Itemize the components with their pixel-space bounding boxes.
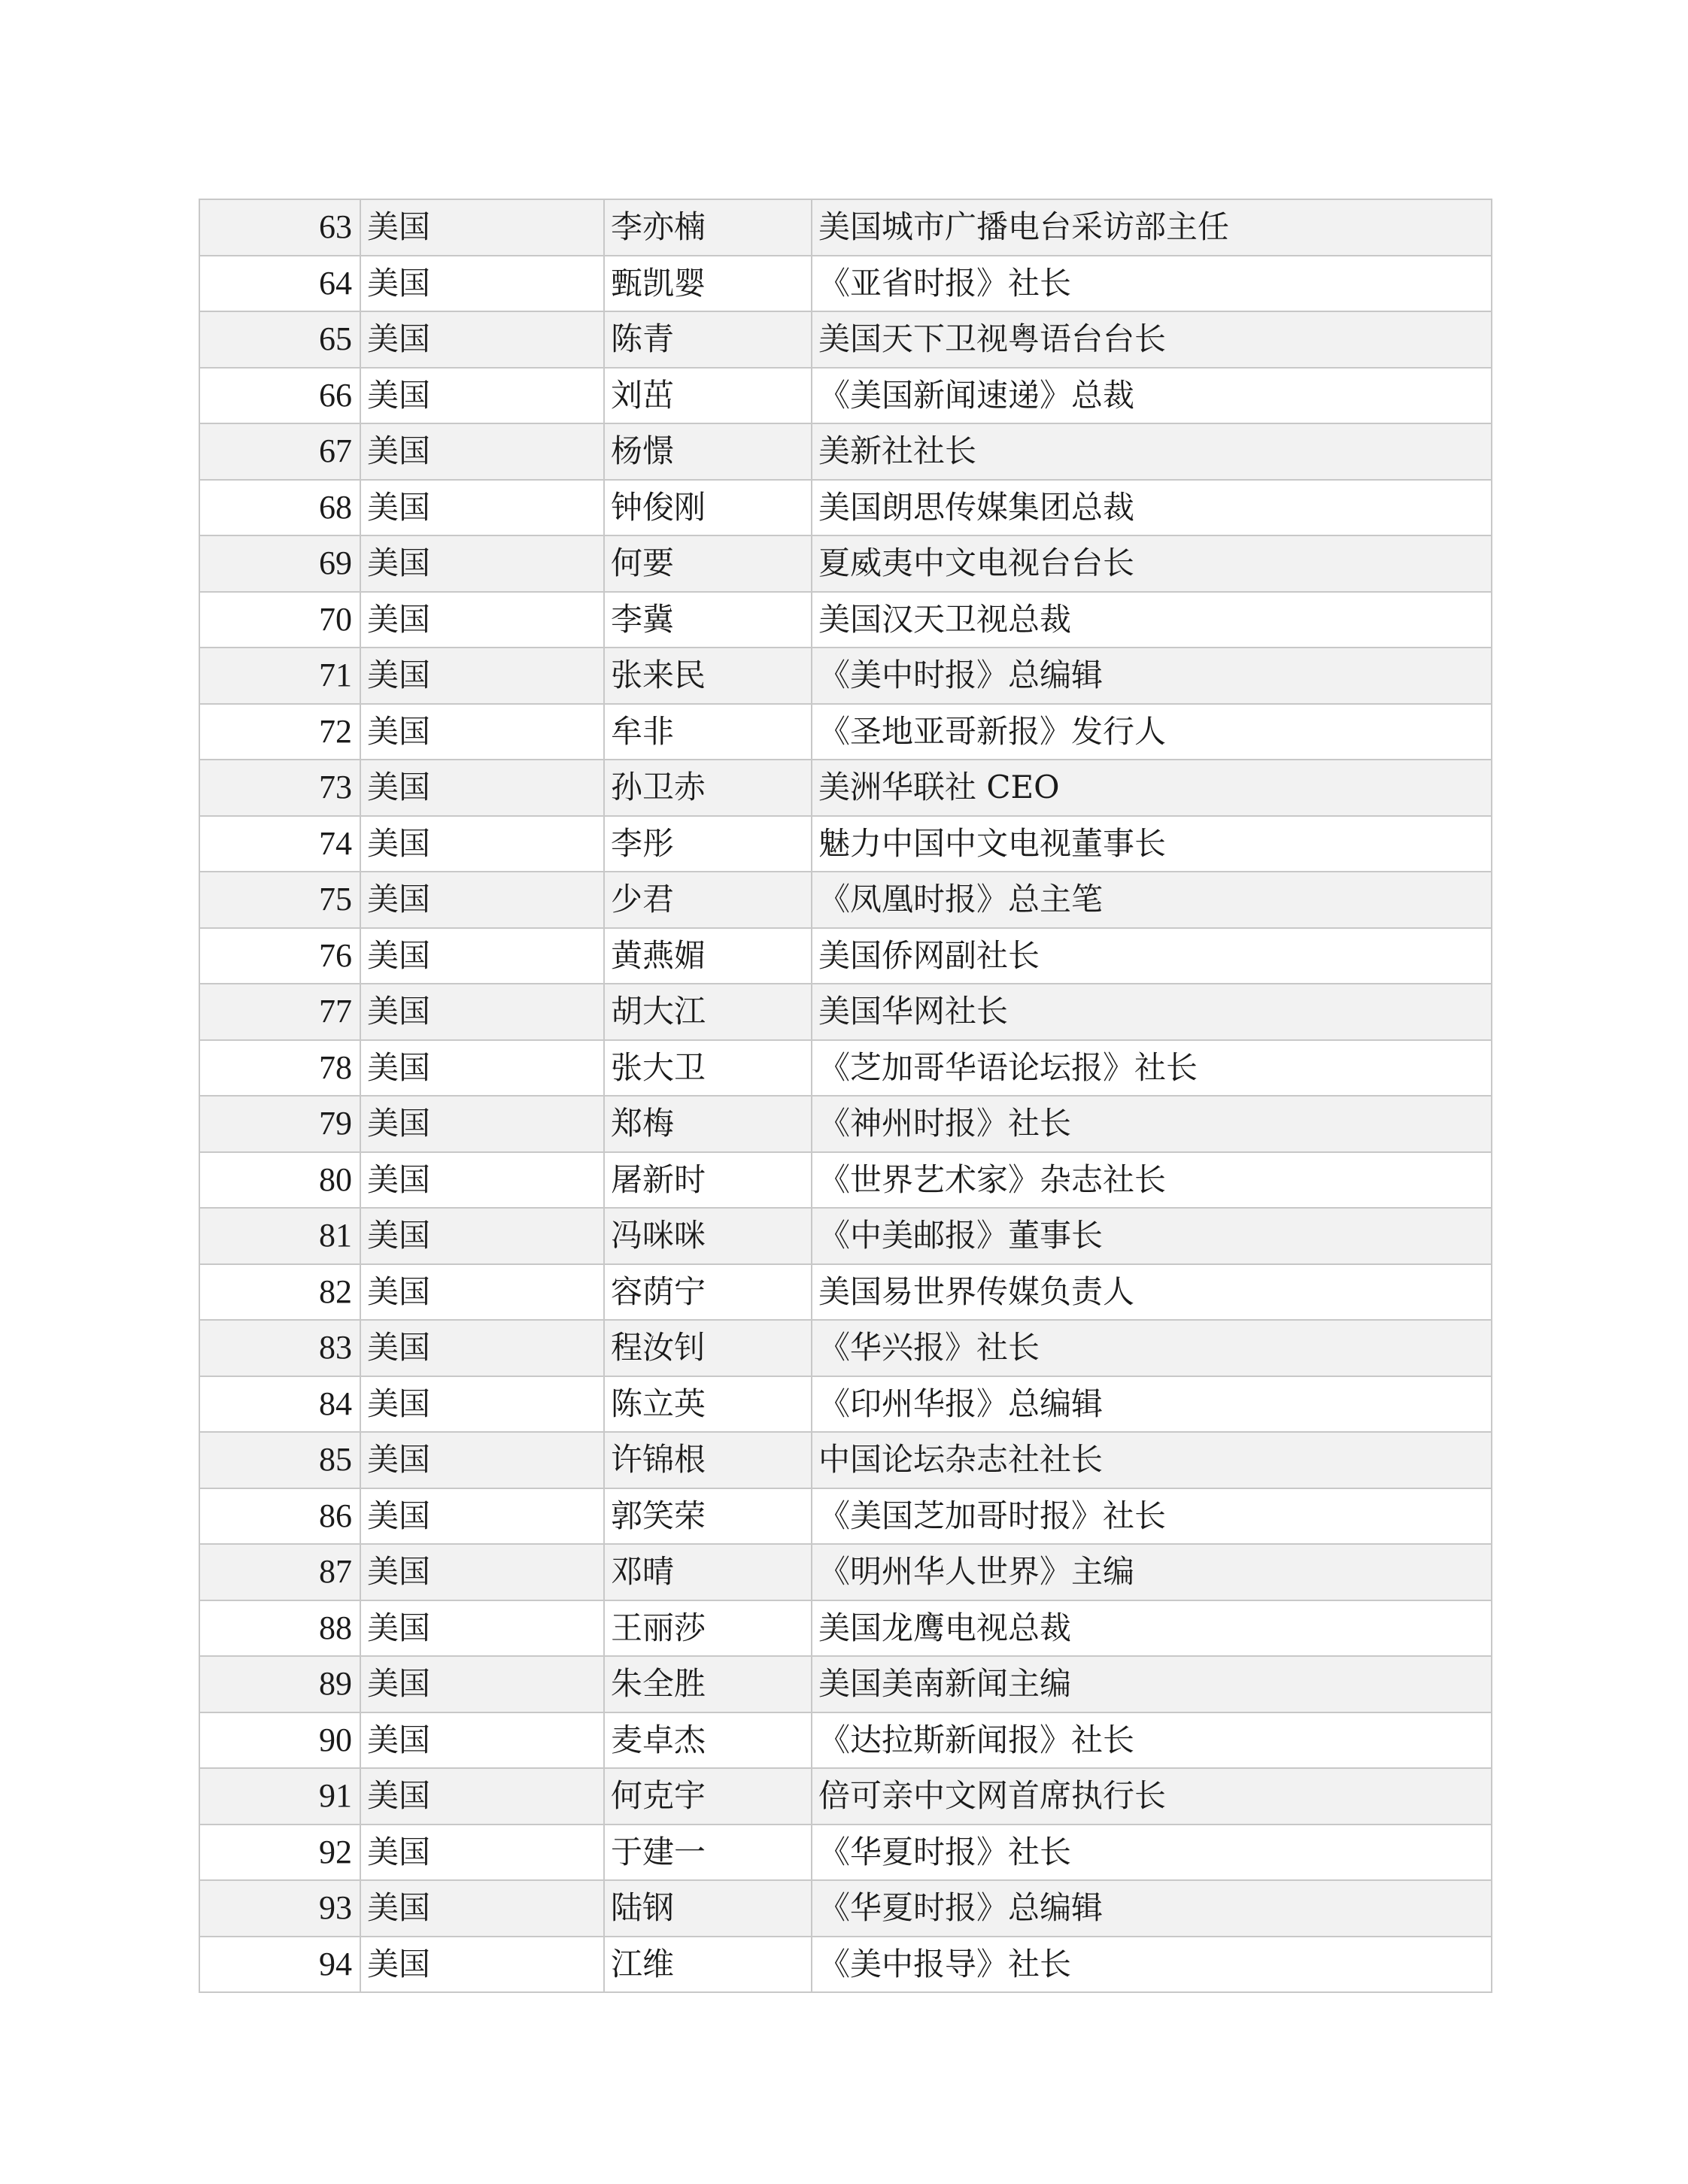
position-cell: 《美中报导》社长: [812, 1937, 1492, 1993]
table-row: [199, 760, 1492, 816]
row-number-cell: 81: [199, 1208, 360, 1264]
name-cell: 郭笑荣: [604, 1488, 812, 1545]
position-cell: 倍可亲中文网首席执行长: [812, 1768, 1492, 1825]
country-cell: 美国: [360, 1264, 604, 1321]
country-cell: 美国: [360, 480, 604, 536]
name-cell: 少君: [604, 872, 812, 928]
row-number-cell: 88: [199, 1600, 360, 1657]
table-row: [199, 423, 1492, 480]
name-cell: 张大卫: [604, 1040, 812, 1097]
table-row: [199, 816, 1492, 872]
country-cell: 美国: [360, 1040, 604, 1097]
name-cell: 李冀: [604, 592, 812, 648]
row-number-cell: 70: [199, 592, 360, 648]
position-cell: 美国龙鹰电视总裁: [812, 1600, 1492, 1657]
name-cell: 刘茁: [604, 368, 812, 424]
country-cell: 美国: [360, 592, 604, 648]
country-cell: 美国: [360, 1825, 604, 1881]
table-row: [199, 199, 1492, 256]
position-cell: 《华夏时报》总编辑: [812, 1880, 1492, 1937]
name-cell: 张来民: [604, 648, 812, 704]
country-cell: 美国: [360, 1096, 604, 1152]
country-cell: 美国: [360, 1544, 604, 1600]
position-cell: 《芝加哥华语论坛报》社长: [812, 1040, 1492, 1097]
name-cell: 郑梅: [604, 1096, 812, 1152]
table-row: [199, 872, 1492, 928]
name-cell: 朱全胜: [604, 1656, 812, 1712]
country-cell: 美国: [360, 704, 604, 760]
row-number-cell: 93: [199, 1880, 360, 1937]
row-number-cell: 63: [199, 199, 360, 256]
table-row: [199, 1600, 1492, 1657]
row-number-cell: 77: [199, 984, 360, 1040]
country-cell: 美国: [360, 760, 604, 816]
country-cell: 美国: [360, 816, 604, 872]
row-number-cell: 94: [199, 1937, 360, 1993]
table-row: [199, 1937, 1492, 1993]
row-number-cell: 87: [199, 1544, 360, 1600]
row-number-cell: 86: [199, 1488, 360, 1545]
country-cell: 美国: [360, 928, 604, 984]
country-cell: 美国: [360, 1656, 604, 1712]
table-row: [199, 1825, 1492, 1881]
table-row: [199, 1544, 1492, 1600]
row-number-cell: 73: [199, 760, 360, 816]
table-row: [199, 311, 1492, 368]
table-row: [199, 1152, 1492, 1209]
country-cell: 美国: [360, 1600, 604, 1657]
position-cell: 《达拉斯新闻报》社长: [812, 1712, 1492, 1769]
country-cell: 美国: [360, 1937, 604, 1993]
country-cell: 美国: [360, 1880, 604, 1937]
country-cell: 美国: [360, 1320, 604, 1376]
name-cell: 孙卫赤: [604, 760, 812, 816]
row-number-cell: 92: [199, 1825, 360, 1881]
name-cell: 江维: [604, 1937, 812, 1993]
table-row: [199, 1264, 1492, 1321]
row-number-cell: 78: [199, 1040, 360, 1097]
media-list-table-container: [199, 199, 1491, 1993]
position-cell: 美国侨网副社长: [812, 928, 1492, 984]
name-cell: 李亦楠: [604, 199, 812, 256]
country-cell: 美国: [360, 1768, 604, 1825]
country-cell: 美国: [360, 368, 604, 424]
position-cell: 《中美邮报》董事长: [812, 1208, 1492, 1264]
country-cell: 美国: [360, 199, 604, 256]
name-cell: 于建一: [604, 1825, 812, 1881]
table-row: [199, 984, 1492, 1040]
row-number-cell: 65: [199, 311, 360, 368]
row-number-cell: 64: [199, 256, 360, 312]
name-cell: 钟俊刚: [604, 480, 812, 536]
position-cell: 美洲华联社 CEO: [812, 760, 1492, 816]
table-row: [199, 256, 1492, 312]
name-cell: 王丽莎: [604, 1600, 812, 1657]
row-number-cell: 75: [199, 872, 360, 928]
row-number-cell: 74: [199, 816, 360, 872]
row-number-cell: 68: [199, 480, 360, 536]
name-cell: 黄燕媚: [604, 928, 812, 984]
position-cell: 《美中时报》总编辑: [812, 648, 1492, 704]
position-cell: 美国华网社长: [812, 984, 1492, 1040]
name-cell: 屠新时: [604, 1152, 812, 1209]
table-row: [199, 1712, 1492, 1769]
country-cell: 美国: [360, 1376, 604, 1433]
position-cell: 中国论坛杂志社社长: [812, 1432, 1492, 1488]
name-cell: 何要: [604, 535, 812, 592]
row-number-cell: 91: [199, 1768, 360, 1825]
row-number-cell: 79: [199, 1096, 360, 1152]
name-cell: 陈青: [604, 311, 812, 368]
name-cell: 杨憬: [604, 423, 812, 480]
position-cell: 《神州时报》社长: [812, 1096, 1492, 1152]
position-cell: 《世界艺术家》杂志社长: [812, 1152, 1492, 1209]
country-cell: 美国: [360, 1488, 604, 1545]
name-cell: 冯咪咪: [604, 1208, 812, 1264]
position-cell: 美国汉天卫视总裁: [812, 592, 1492, 648]
table-row: [199, 1488, 1492, 1545]
table-row: [199, 1768, 1492, 1825]
position-cell: 美新社社长: [812, 423, 1492, 480]
country-cell: 美国: [360, 423, 604, 480]
country-cell: 美国: [360, 1712, 604, 1769]
row-number-cell: 67: [199, 423, 360, 480]
row-number-cell: 84: [199, 1376, 360, 1433]
name-cell: 陆钢: [604, 1880, 812, 1937]
position-cell: 美国朗思传媒集团总裁: [812, 480, 1492, 536]
table-body: [199, 199, 1492, 1992]
table-row: [199, 480, 1492, 536]
row-number-cell: 83: [199, 1320, 360, 1376]
table-row: [199, 592, 1492, 648]
table-row: [199, 648, 1492, 704]
name-cell: 陈立英: [604, 1376, 812, 1433]
position-cell: 美国天下卫视粤语台台长: [812, 311, 1492, 368]
name-cell: 邓晴: [604, 1544, 812, 1600]
name-cell: 甄凯婴: [604, 256, 812, 312]
country-cell: 美国: [360, 984, 604, 1040]
table-row: [199, 1040, 1492, 1097]
row-number-cell: 71: [199, 648, 360, 704]
country-cell: 美国: [360, 311, 604, 368]
position-cell: 《凤凰时报》总主笔: [812, 872, 1492, 928]
row-number-cell: 80: [199, 1152, 360, 1209]
position-cell: 《华兴报》社长: [812, 1320, 1492, 1376]
row-number-cell: 89: [199, 1656, 360, 1712]
country-cell: 美国: [360, 872, 604, 928]
name-cell: 容荫宁: [604, 1264, 812, 1321]
country-cell: 美国: [360, 1152, 604, 1209]
row-number-cell: 66: [199, 368, 360, 424]
country-cell: 美国: [360, 535, 604, 592]
position-cell: 《华夏时报》社长: [812, 1825, 1492, 1881]
position-cell: 魅力中国中文电视董事长: [812, 816, 1492, 872]
name-cell: 麦卓杰: [604, 1712, 812, 1769]
table-row: [199, 1880, 1492, 1937]
name-cell: 许锦根: [604, 1432, 812, 1488]
position-cell: 《明州华人世界》主编: [812, 1544, 1492, 1600]
position-cell: 《亚省时报》社长: [812, 256, 1492, 312]
table-row: [199, 368, 1492, 424]
position-cell: 《圣地亚哥新报》发行人: [812, 704, 1492, 760]
name-cell: 何克宇: [604, 1768, 812, 1825]
row-number-cell: 90: [199, 1712, 360, 1769]
row-number-cell: 69: [199, 535, 360, 592]
position-cell: 《美国新闻速递》总裁: [812, 368, 1492, 424]
position-cell: 美国城市广播电台采访部主任: [812, 199, 1492, 256]
row-number-cell: 82: [199, 1264, 360, 1321]
table-row: [199, 1208, 1492, 1264]
table-row: [199, 535, 1492, 592]
position-cell: 夏威夷中文电视台台长: [812, 535, 1492, 592]
country-cell: 美国: [360, 256, 604, 312]
name-cell: 胡大江: [604, 984, 812, 1040]
position-cell: 《美国芝加哥时报》社长: [812, 1488, 1492, 1545]
row-number-cell: 76: [199, 928, 360, 984]
table-row: [199, 1432, 1492, 1488]
media-list-table: [199, 199, 1492, 1993]
name-cell: 程汝钊: [604, 1320, 812, 1376]
table-row: [199, 1096, 1492, 1152]
table-row: [199, 704, 1492, 760]
position-cell: 《印州华报》总编辑: [812, 1376, 1492, 1433]
row-number-cell: 85: [199, 1432, 360, 1488]
table-row: [199, 1320, 1492, 1376]
name-cell: 牟非: [604, 704, 812, 760]
table-row: [199, 928, 1492, 984]
country-cell: 美国: [360, 648, 604, 704]
table-row: [199, 1656, 1492, 1712]
name-cell: 李彤: [604, 816, 812, 872]
country-cell: 美国: [360, 1208, 604, 1264]
position-cell: 美国美南新闻主编: [812, 1656, 1492, 1712]
table-row: [199, 1376, 1492, 1433]
country-cell: 美国: [360, 1432, 604, 1488]
position-cell: 美国易世界传媒负责人: [812, 1264, 1492, 1321]
row-number-cell: 72: [199, 704, 360, 760]
